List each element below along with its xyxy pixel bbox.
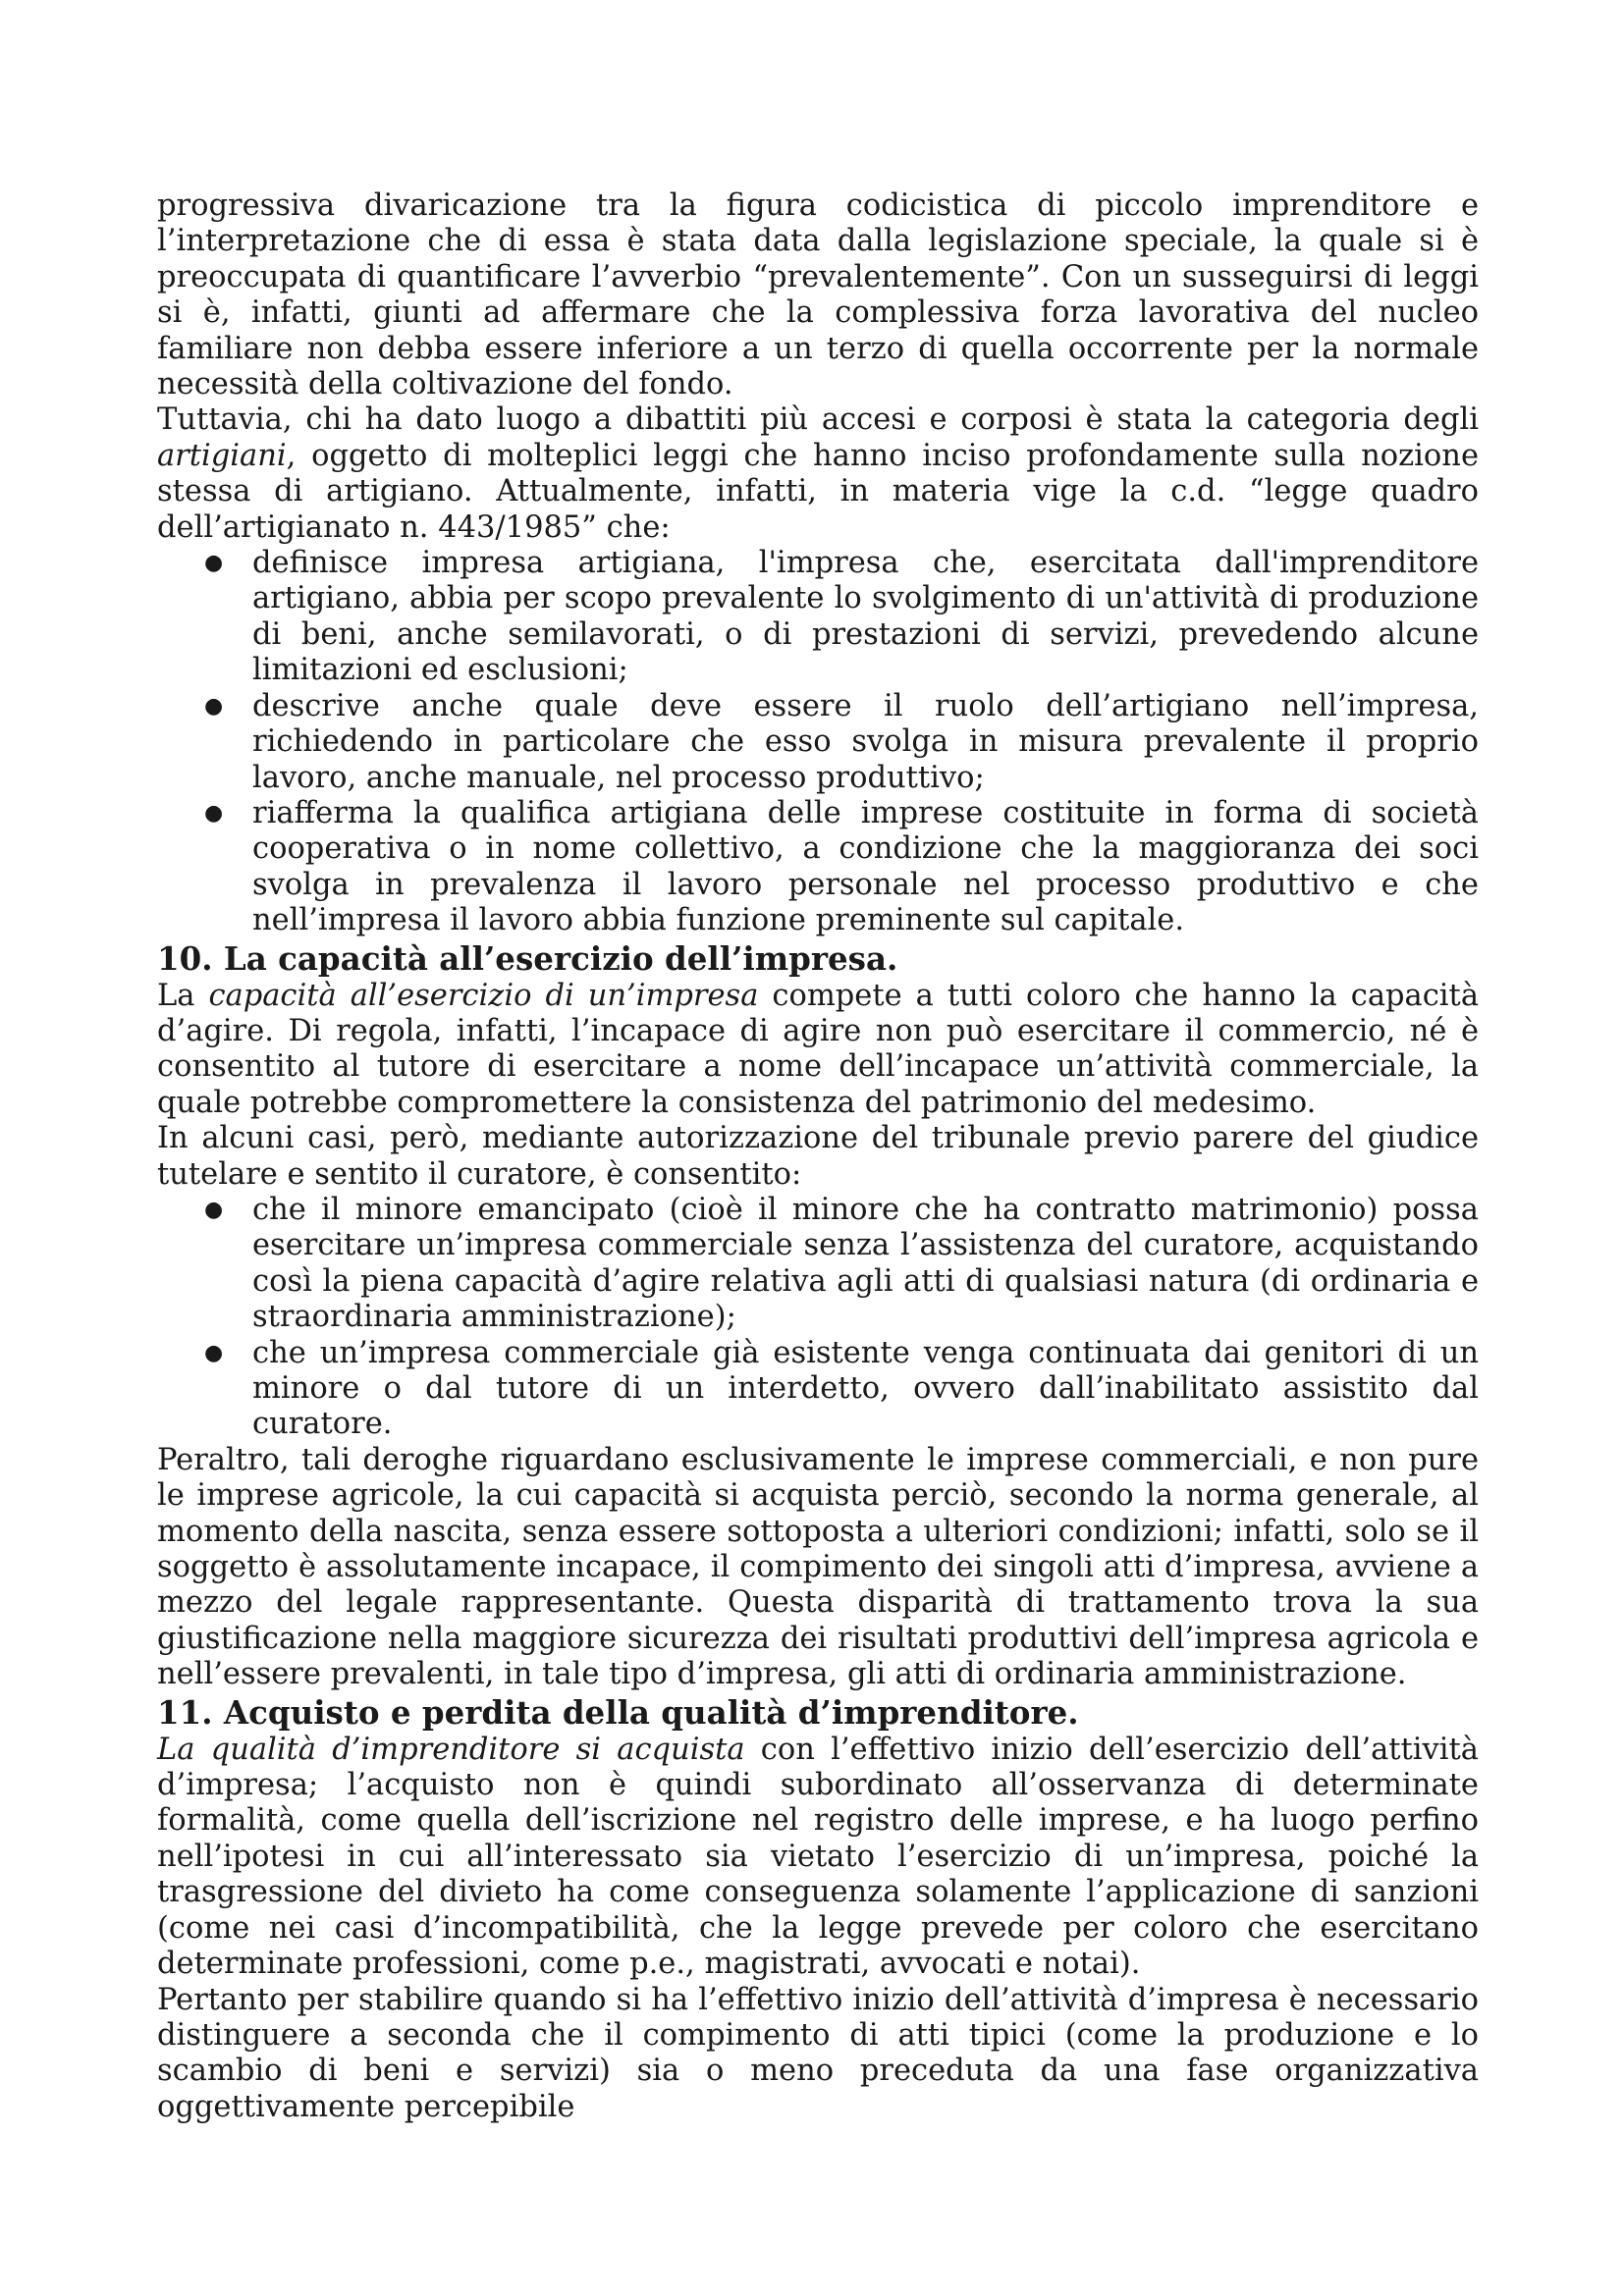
paragraph-qualita (157, 1733, 1479, 1983)
bullet-icon: ● (204, 1340, 224, 1365)
paragraph-capacita-text-2: compete a tutti coloro che hanno la capacità d’agire. Di regola, infatti, l’incapace di agire non può esercitare il commercio, né è consentito al tutore di esercitare a nome dell’incapace un’attività commerciale, la quale potrebbe compromettere la consistenza del patrimonio del medesimo. (157, 978, 1479, 1120)
paragraph-capacita (157, 979, 1479, 1122)
section-heading-11: 11. Acquisto e perdita della qualità d’imprenditore. (157, 1692, 1079, 1732)
paragraph-artigiani-text-1: Tuttavia, chi ha dato luogo a dibattiti più accesi e corposi è stata la categoria degli (157, 402, 1479, 438)
paragraph-artigiani-text-2: , oggetto di molteplici leggi che hanno inciso profondamente sulla nozione stessa di artigiano. Attualmente, infatti, in materia vige la c.d. “legge quadro dell’artigianato n. 443/1985” che: (157, 438, 1479, 545)
bullet-icon: ● (204, 551, 224, 576)
document-page (157, 188, 1479, 2125)
term-capacita: capacità all’esercizio di un’impresa (208, 978, 759, 1013)
paragraph-artigiani (157, 402, 1479, 546)
paragraph-intro: progressiva divaricazione tra la figura codicistica di piccolo imprenditore e l’interpretazione che di essa è stata data dalla legislazione speciale, la quale si è preoccupata di quantificare l’avverbio “prevalentemente”. Con un susseguirsi di leggi si è, infatti, giunti ad affermare che la complessiva forza lavorativa del nucleo familiare non debba essere inferiore a un terzo di quella occorrente per la normale necessità della coltivazione del fondo. (157, 188, 1479, 402)
paragraph-alcuni-casi: In alcuni casi, però, mediante autorizzazione del tribunale previo parere del giudice tutelare e sentito il curatore, è consentito: (157, 1121, 1479, 1192)
term-artigiani: artigiani (157, 438, 287, 473)
paragraph-pertanto: Pertanto per stabilire quando si ha l’effettivo inizio dell’attività d’impresa è necessario distinguere a seconda che il compimento di atti tipici (come la produzione e lo scambio di beni e servizi) sia o meno preceduta da una fase organizzativa oggettivamente percepibile (157, 1982, 1479, 2124)
term-qualita: La qualità d’imprenditore si acquista (157, 1732, 745, 1767)
list-item-text: che un’impresa commerciale già esistente venga continuata dai genitori di un minore o dal tutore di un interdetto, ovvero dall’inabilitato assistito dal curatore. (252, 1335, 1479, 1442)
bullet-icon: ● (204, 1197, 224, 1222)
list-casi-consentiti (157, 1193, 1479, 1443)
bullet-icon: ● (204, 693, 224, 719)
list-item (157, 796, 1479, 939)
paragraph-qualita-text: con l’effettivo inizio dell’esercizio dell’attività d’impresa; l’acquisto non è quindi subordinato all’osservanza di determinate formalità, come quella dell’iscrizione nel registro delle imprese, e ha luogo perfino nell’ipotesi in cui all’interessato sia vietato l’esercizio di un’impresa, poiché la trasgressione del divieto ha come conseguenza solamente l’applicazione di sanzioni (come nei casi d’incompatibilità, che la legge prevede per coloro che esercitano determinate professioni, come p.e., magistrati, avvocati e notai). (157, 1732, 1479, 1982)
list-item (157, 689, 1479, 796)
paragraph-capacita-text-1: La (157, 978, 209, 1013)
list-legge-quadro (157, 546, 1479, 938)
section-heading-10: 10. La capacità all’esercizio dell’impresa. (157, 938, 898, 978)
list-item-text: che il minore emancipato (cioè il minore che ha contratto matrimonio) possa esercitare un’impresa commerciale senza l’assistenza del curatore, acquistando così la piena capacità d’agire relativa agli atti di qualsiasi natura (di ordinaria e straordinaria amministrazione); (252, 1192, 1479, 1335)
list-item (157, 1193, 1479, 1336)
list-item-text: riafferma la qualifica artigiana delle imprese costituite in forma di società cooperativa o in nome collettivo, a condizione che la maggioranza dei soci svolga in prevalenza il lavoro personale nel processo produttivo e che nell’impresa il lavoro abbia funzione preminente sul capitale. (252, 795, 1479, 938)
list-item (157, 1336, 1479, 1443)
paragraph-peraltro: Peraltro, tali deroghe riguardano esclusivamente le imprese commerciali, e non pure le imprese agricole, la cui capacità si acquista perciò, secondo la norma generale, al momento della nascita, senza essere sottoposta a ulteriori condizioni; infatti, solo se il soggetto è assolutamente incapace, il compimento dei singoli atti d’impresa, avviene a mezzo del legale rappresentante. Questa disparità di trattamento trova la sua giustificazione nella maggiore sicurezza dei risultati produttivi dell’impresa agricola e nell’essere prevalenti, in tale tipo d’impresa, gli atti di ordinaria amministrazione. (157, 1442, 1479, 1692)
bullet-icon: ● (204, 800, 224, 826)
list-item-text: descrive anche quale deve essere il ruolo dell’artigiano nell’impresa, richiedendo in particolare che esso svolga in misura prevalente il proprio lavoro, anche manuale, nel processo produttivo; (252, 688, 1479, 795)
list-item (157, 546, 1479, 689)
list-item-text: definisce impresa artigiana, l'impresa che, esercitata dall'imprenditore artigiano, abbia per scopo prevalente lo svolgimento di un'attività di produzione di beni, anche semilavorati, o di prestazioni di servizi, prevedendo alcune limitazioni ed esclusioni; (252, 546, 1479, 688)
